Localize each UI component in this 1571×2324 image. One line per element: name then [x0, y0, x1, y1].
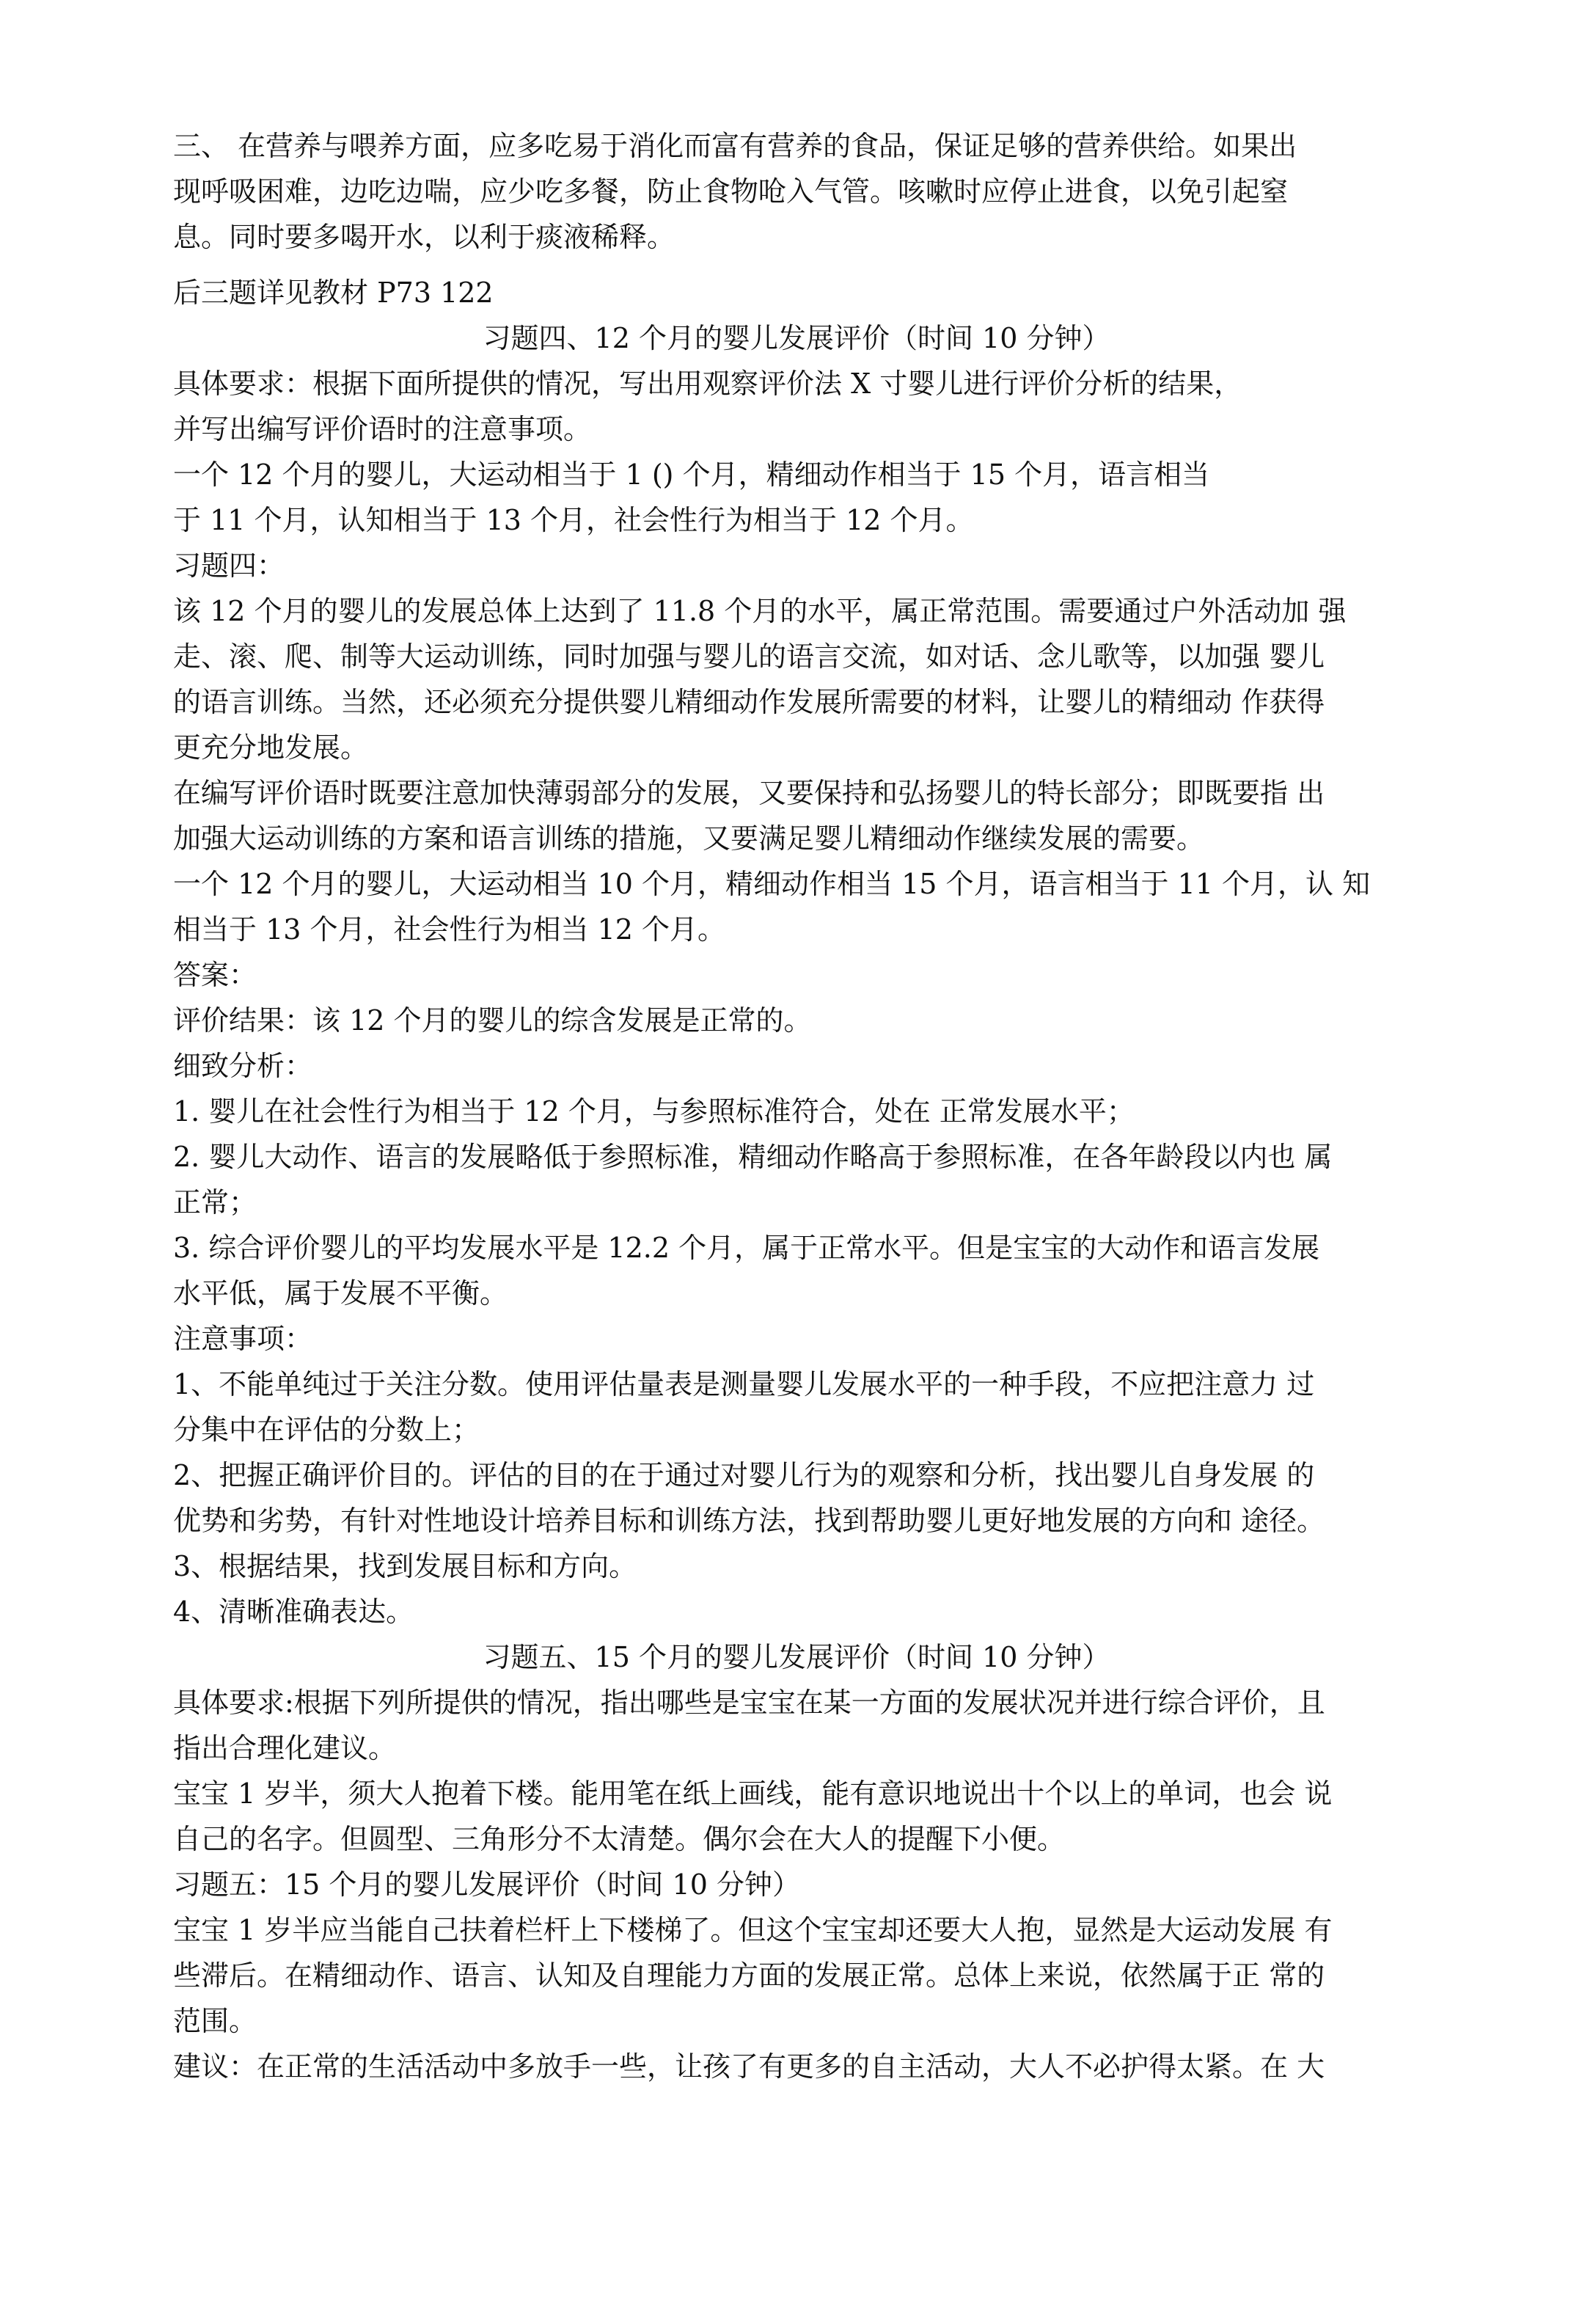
section-heading: 习题五、15 个月的婴儿发展评价（时间 10 分钟） [483, 1641, 1110, 1673]
text-line: 于 11 个月，认知相当于 13 个月，社会性行为相当于 12 个月。 [173, 504, 974, 536]
text-line: 相当于 13 个月，社会性行为相当 12 个月。 [173, 913, 726, 946]
text-line: 注意事项： [173, 1323, 313, 1355]
text-line: 宝宝 1 岁半，须大人抱着下楼。能用笔在纸上画线，能有意识地说出十个以上的单词，也会 说 [173, 1777, 1333, 1810]
text-line: 3、根据结果，找到发展目标和方向。 [173, 1550, 637, 1582]
text-line: 1. 婴儿在社会性行为相当于 12 个月，与参照标准符合，处在 正常发展水平； [173, 1095, 1135, 1128]
text-line: 一个 12 个月的婴儿，大运动相当 10 个月，精细动作相当 15 个月，语言相当于 11 个月，认 知 [173, 868, 1371, 900]
text-line: 具体要求:根据下列所提供的情况，指出哪些是宝宝在某一方面的发展状况并进行综合评价，且 [173, 1687, 1325, 1719]
text-line: 一个 12 个月的婴儿，大运动相当于 1 () 个月，精细动作相当于 15 个月，语言相当 [173, 458, 1210, 491]
text-line: 具体要求：根据下面所提供的情况，写出用观察评价法 X 寸婴儿进行评价分析的结果， [173, 368, 1242, 400]
text-line: 指出合理化建议。 [173, 1732, 397, 1764]
text-line: 2、把握正确评价目的。评估的目的在于通过对婴儿行为的观察和分析，找出婴儿自身发展 的 [173, 1459, 1315, 1491]
text-line: 水平低，属于发展不平衡。 [173, 1277, 508, 1309]
text-line: 宝宝 1 岁半应当能自己扶着栏杆上下楼梯了。但这个宝宝却还要大人抱，显然是大运动发展 有 [173, 1914, 1333, 1946]
text-line: 建议：在正常的生活活动中多放手一些，让孩了有更多的自主活动，大人不必护得太紧。在 大 [173, 2050, 1325, 2083]
text-line: 更充分地发展。 [173, 731, 369, 764]
text-line: 细致分析： [173, 1050, 313, 1082]
text-line: 现呼吸困难，边吃边喘，应少吃多餐，防止食物呛入气管。咳嗽时应停止进食，以免引起窒 [173, 175, 1289, 208]
text-line: 加强大运动训练的方案和语言训练的措施，又要满足婴儿精细动作继续发展的需要。 [173, 822, 1205, 855]
text-line: 范围。 [173, 2005, 257, 2037]
text-line: 习题五：15 个月的婴儿发展评价（时间 10 分钟） [173, 1868, 800, 1901]
text-line: 些滞后。在精细动作、语言、认知及自理能力方面的发展正常。总体上来说，依然属于正 常的 [173, 1959, 1325, 1992]
text-line: 分集中在评估的分数上； [173, 1414, 480, 1446]
text-line: 优势和劣势，有针对性地设计培养目标和训练方法，找到帮助婴儿更好地发展的方向和 途径。 [173, 1505, 1325, 1537]
text-line: 息。同时要多喝开水，以利于痰液稀释。 [173, 221, 675, 253]
text-line: 答案： [173, 959, 257, 991]
text-line: 2. 婴儿大动作、语言的发展略低于参照标准，精细动作略高于参照标准，在各年龄段以内也 属 [173, 1141, 1333, 1173]
text-line: 自己的名字。但圆型、三角形分不太清楚。偶尔会在大人的提醒下小便。 [173, 1823, 1066, 1855]
text-line: 后三题详见教材 P73 122 [173, 277, 494, 309]
text-line: 并写出编写评价语时的注意事项。 [173, 413, 592, 445]
text-line: 走、滚、爬、制等大运动训练，同时加强与婴儿的语言交流，如对话、念儿歌等，以加强 婴儿 [173, 640, 1325, 673]
text-line: 习题四： [173, 549, 285, 582]
text-line: 三、 在营养与喂养方面，应多吃易于消化而富有营养的食品，保证足够的营养供给。如果出 [173, 130, 1297, 162]
section-heading: 习题四、12 个月的婴儿发展评价（时间 10 分钟） [483, 322, 1110, 354]
document-page [173, 123, 1420, 2089]
text-line: 的语言训练。当然，还必须充分提供婴儿精细动作发展所需要的材料，让婴儿的精细动 作获得 [173, 686, 1325, 718]
text-line: 正常； [173, 1186, 257, 1218]
text-line: 4、清晰准确表达。 [173, 1596, 414, 1628]
text-line: 在编写评价语时既要注意加快薄弱部分的发展，又要保持和弘扬婴儿的特长部分；即既要指 出 [173, 777, 1325, 809]
text-line: 评价结果：该 12 个月的婴儿的综含发展是正常的。 [173, 1004, 812, 1037]
text-line: 3. 综合评价婴儿的平均发展水平是 12.2 个月，属于正常水平。但是宝宝的大动作和语言发展 [173, 1232, 1320, 1264]
text-line: 1、不能单纯过于关注分数。使用评估量表是测量婴儿发展水平的一种手段，不应把注意力 过 [173, 1368, 1315, 1400]
text-line: 该 12 个月的婴儿的发展总体上达到了 11.8 个月的水平，属正常范围。需要通过户外活动加 强 [173, 595, 1347, 627]
